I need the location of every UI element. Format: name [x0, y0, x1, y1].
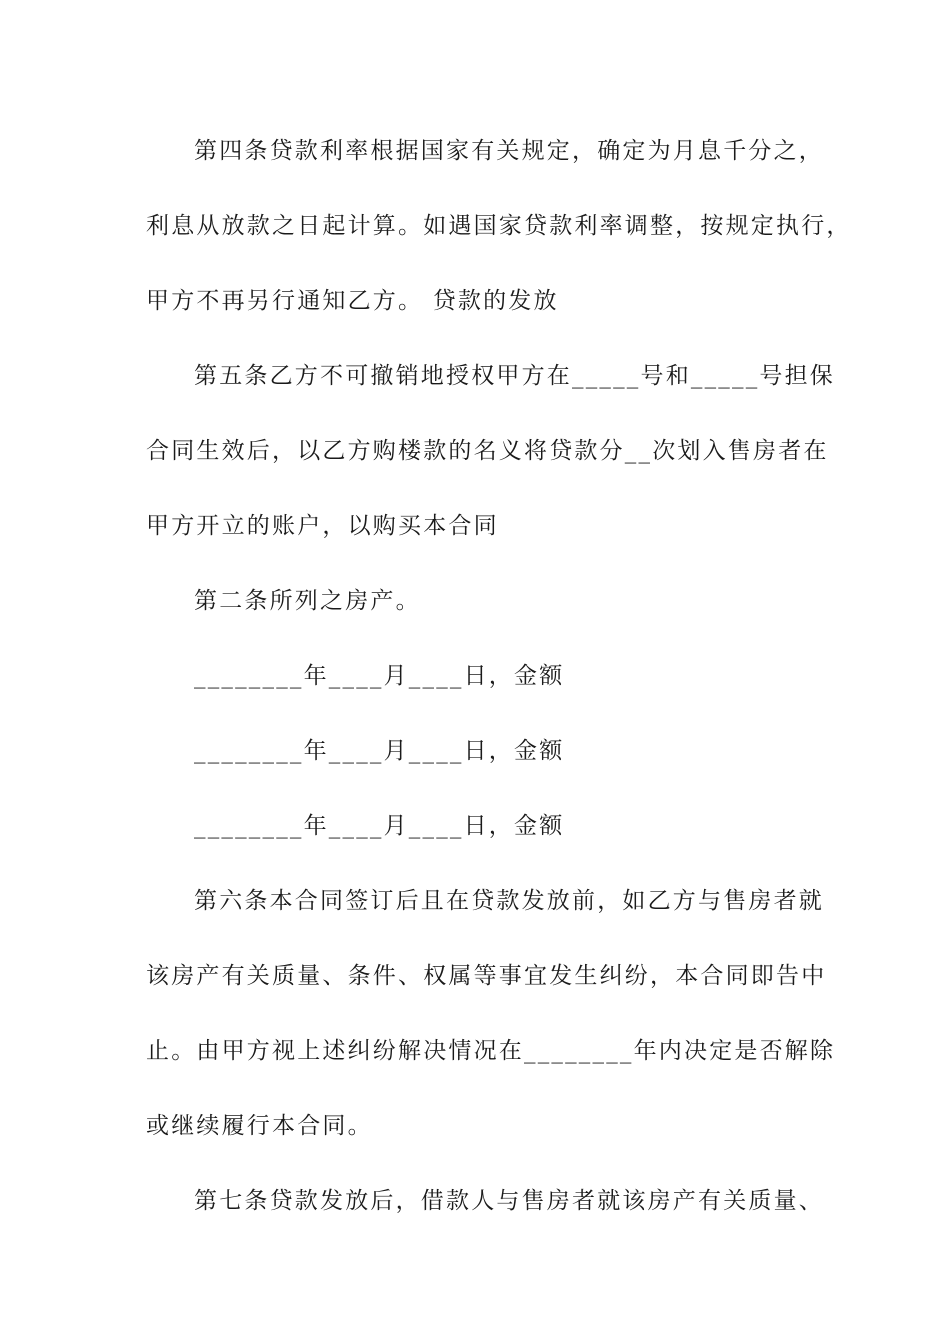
disbursement-date-line-1: ________年____月____日，金额 [194, 663, 565, 689]
article-5-line-4: 第二条所列之房产。 [194, 588, 421, 614]
disbursement-date-line-2: ________年____月____日，金额 [194, 738, 565, 764]
article-6-line-4: 或继续履行本合同。 [146, 1113, 373, 1139]
article-5-line-1: 第五条乙方不可撤销地授权甲方在_____号和_____号担保 [194, 363, 835, 389]
disbursement-date-line-3: ________年____月____日，金额 [194, 813, 565, 839]
article-4-line-3: 甲方不再另行通知乙方。 贷款的发放 [146, 288, 559, 314]
article-6-line-1: 第六条本合同签订后且在贷款发放前，如乙方与售房者就 [194, 888, 824, 914]
article-4-line-1: 第四条贷款利率根据国家有关规定，确定为月息千分之， [194, 138, 824, 164]
article-5-line-3: 甲方开立的账户，以购买本合同 [146, 513, 499, 539]
article-6-line-3: 止。由甲方视上述纠纷解决情况在________年内决定是否解除 [146, 1038, 836, 1064]
article-6-line-2: 该房产有关质量、条件、权属等事宜发生纠纷，本合同即告中 [146, 963, 827, 989]
article-5-line-2: 合同生效后，以乙方购楼款的名义将贷款分__次划入售房者在 [146, 438, 829, 464]
article-4-line-2: 利息从放款之日起计算。如遇国家贷款利率调整，按规定执行， [146, 213, 852, 239]
article-7-line-1: 第七条贷款发放后，借款人与售房者就该房产有关质量、 [194, 1188, 824, 1214]
